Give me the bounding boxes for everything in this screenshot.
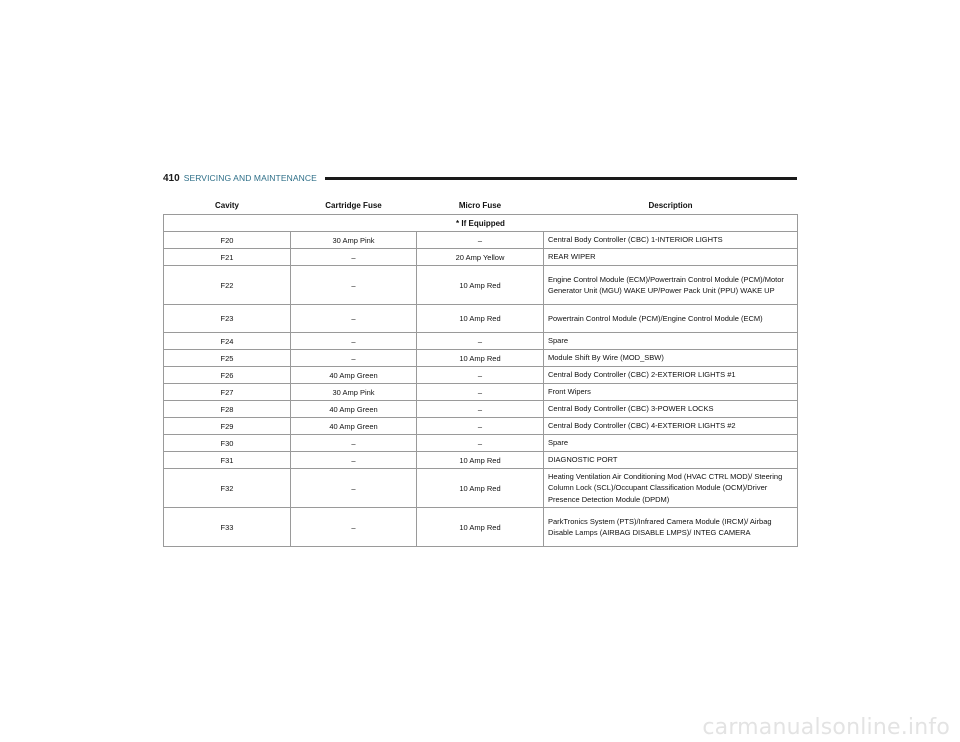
watermark: carmanualsonline.info — [702, 715, 950, 740]
cartridge-fuse-cell: – — [291, 435, 417, 452]
cavity-cell: F22 — [164, 266, 291, 305]
description-cell: REAR WIPER — [544, 249, 798, 266]
cavity-cell: F26 — [164, 367, 291, 384]
column-header-cartridge-fuse: Cartridge Fuse — [291, 196, 417, 215]
micro-fuse-cell: 10 Amp Red — [417, 266, 544, 305]
description-cell: Central Body Controller (CBC) 1-INTERIOR LIGHTS — [544, 232, 798, 249]
description-cell: Heating Ventilation Air Conditioning Mod (HVAC CTRL MOD)/ Steering Column Lock (SCL)/Occupant Classification Module (OCM)/Driver Presence Detection Module (DPDM) — [544, 469, 798, 508]
table-row — [164, 435, 798, 452]
column-header-description: Description — [544, 196, 798, 215]
table-row — [164, 305, 798, 333]
table-row — [164, 384, 798, 401]
table-row — [164, 418, 798, 435]
cartridge-fuse-cell: – — [291, 249, 417, 266]
cartridge-fuse-cell: – — [291, 333, 417, 350]
cartridge-fuse-cell: 40 Amp Green — [291, 418, 417, 435]
cavity-cell: F23 — [164, 305, 291, 333]
table-row — [164, 232, 798, 249]
cavity-cell: F31 — [164, 452, 291, 469]
cartridge-fuse-cell: – — [291, 452, 417, 469]
cartridge-fuse-cell: 30 Amp Pink — [291, 384, 417, 401]
description-cell: Spare — [544, 435, 798, 452]
cartridge-fuse-cell: – — [291, 508, 417, 547]
table-row — [164, 350, 798, 367]
if-equipped-note: * If Equipped — [164, 215, 798, 232]
table-row — [164, 249, 798, 266]
table-row — [164, 469, 798, 508]
micro-fuse-cell: – — [417, 401, 544, 418]
micro-fuse-cell: 10 Amp Red — [417, 350, 544, 367]
micro-fuse-cell: 10 Amp Red — [417, 469, 544, 508]
cartridge-fuse-cell: 40 Amp Green — [291, 367, 417, 384]
cavity-cell: F29 — [164, 418, 291, 435]
column-header-cavity: Cavity — [164, 196, 291, 215]
micro-fuse-cell: – — [417, 333, 544, 350]
cartridge-fuse-cell: 30 Amp Pink — [291, 232, 417, 249]
cartridge-fuse-cell: – — [291, 305, 417, 333]
cavity-cell: F28 — [164, 401, 291, 418]
if-equipped-row — [164, 215, 798, 232]
table-row — [164, 367, 798, 384]
micro-fuse-cell: 10 Amp Red — [417, 305, 544, 333]
header-rule — [325, 177, 797, 180]
description-cell: Module Shift By Wire (MOD_SBW) — [544, 350, 798, 367]
table-row — [164, 508, 798, 547]
description-cell: Spare — [544, 333, 798, 350]
description-cell: DIAGNOSTIC PORT — [544, 452, 798, 469]
micro-fuse-cell: – — [417, 232, 544, 249]
table-row — [164, 333, 798, 350]
cartridge-fuse-cell: – — [291, 469, 417, 508]
cavity-cell: F33 — [164, 508, 291, 547]
cavity-cell: F21 — [164, 249, 291, 266]
cavity-cell: F27 — [164, 384, 291, 401]
micro-fuse-cell: – — [417, 367, 544, 384]
description-cell: Central Body Controller (CBC) 3-POWER LOCKS — [544, 401, 798, 418]
cartridge-fuse-cell: 40 Amp Green — [291, 401, 417, 418]
cavity-cell: F20 — [164, 232, 291, 249]
micro-fuse-cell: – — [417, 435, 544, 452]
cavity-cell: F24 — [164, 333, 291, 350]
section-title: SERVICING AND MAINTENANCE — [183, 173, 317, 183]
description-cell: Powertrain Control Module (PCM)/Engine Control Module (ECM) — [544, 305, 798, 333]
description-cell: ParkTronics System (PTS)/Infrared Camera Module (IRCM)/ Airbag Disable Lamps (AIRBAG DISABLE LMPS)/ INTEG CAMERA — [544, 508, 798, 547]
cavity-cell: F25 — [164, 350, 291, 367]
table-row — [164, 401, 798, 418]
cavity-cell: F32 — [164, 469, 291, 508]
cavity-cell: F30 — [164, 435, 291, 452]
description-cell: Front Wipers — [544, 384, 798, 401]
description-cell: Central Body Controller (CBC) 4-EXTERIOR LIGHTS #2 — [544, 418, 798, 435]
table-row — [164, 452, 798, 469]
description-cell: Central Body Controller (CBC) 2-EXTERIOR LIGHTS #1 — [544, 367, 798, 384]
table-row — [164, 266, 798, 305]
description-cell: Engine Control Module (ECM)/Powertrain Control Module (PCM)/Motor Generator Unit (MGU) WAKE UP/Power Pack Unit (PPU) WAKE UP — [544, 266, 798, 305]
micro-fuse-cell: 10 Amp Red — [417, 508, 544, 547]
page-number: 410 — [163, 172, 180, 184]
cartridge-fuse-cell: – — [291, 350, 417, 367]
column-header-micro-fuse: Micro Fuse — [417, 196, 544, 215]
micro-fuse-cell: 10 Amp Red — [417, 452, 544, 469]
table-header-row — [164, 196, 798, 215]
page-header — [163, 171, 797, 185]
fuse-table — [163, 196, 798, 547]
micro-fuse-cell: – — [417, 384, 544, 401]
micro-fuse-cell: – — [417, 418, 544, 435]
cartridge-fuse-cell: – — [291, 266, 417, 305]
micro-fuse-cell: 20 Amp Yellow — [417, 249, 544, 266]
